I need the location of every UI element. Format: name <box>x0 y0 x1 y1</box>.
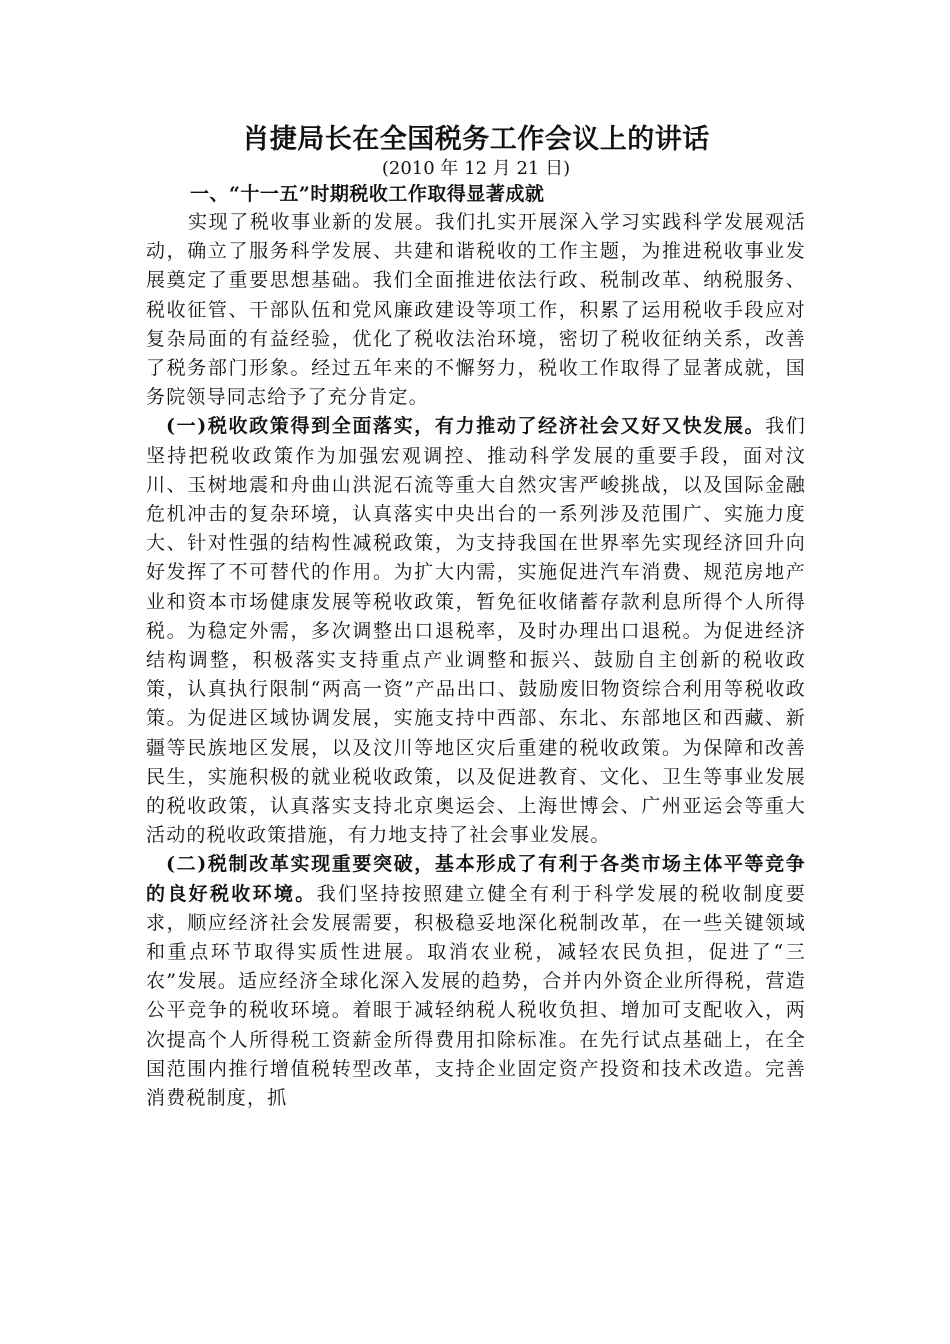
subsection-2-lead: (二)税制改革实现重要突破，基本形成了有利于各类市场主体平等竞争的良好税收环境。 <box>146 853 806 905</box>
speech-title: 肖捷局长在全国税务工作会议上的讲话 <box>242 124 710 155</box>
subsection-1-lead: (一)税收政策得到全面落实，有力推动了经济社会又好又快发展。 <box>166 415 766 438</box>
subsection-1-body: 我们坚持把税收政策作为加强宏观调控、推动科学发展的重要手段，面对汶川、玉树地震和舟曲山洪泥石流等重大自然灾害严峻挑战，以及国际金融危机冲击的复杂环境，认真落实中央出台的一系列涉及范围广、实施力度大、针对性强的结构性减税政策，为支持我国在世界率先实现经济回升向好发挥了不可替代的作用。为扩大内需，实施促进汽车消费、规范房地产业和资本市场健康发展等税收政策，暂免征收储蓄存款利息所得个人所得税。为稳定外需，多次调整出口退税率，及时办理出口退税。为促进经济结构调整，积极落实支持重点产业调整和振兴、鼓励自主创新的税收政策，认真执行限制“两高一资”产品出口、鼓励废旧物资综合利用等税收政策。为促进区域协调发展，实施支持中西部、东北、东部地区和西藏、新疆等民族地区发展，以及汶川等地区灾后重建的税收政策。为保障和改善民生，实施积极的就业税收政策，以及促进教育、文化、卫生等事业发展的税收政策，认真落实支持北京奥运会、上海世博会、广州亚运会等重大活动的税收政策措施，有力地支持了社会事业发展。 <box>146 415 806 847</box>
speech-date: (2010 年 12 月 21 日) <box>381 158 571 179</box>
intro-paragraph: 实现了税收事业新的发展。我们扎实开展深入学习实践科学发展观活动，确立了服务科学发展、共建和谐税收的工作主题，为推进税收事业发展奠定了重要思想基础。我们全面推进依法行政、税制改革、纳税服务、税收征管、干部队伍和党风廉政建设等项工作，积累了运用税收手段应对复杂局面的有益经验，优化了税收法治环境，密切了税收征纳关系，改善了税务部门形象。经过五年来的不懈努力，税收工作取得了显著成就，国务院领导同志给予了充分肯定。 <box>146 211 806 409</box>
document-page <box>146 122 806 1113</box>
subsection-2-body: 我们坚持按照建立健全有利于科学发展的税收制度要求，顺应经济社会发展需要，积极稳妥地深化税制改革，在一些关键领域和重点环节取得实质性进展。取消农业税，减轻农民负担，促进了“三农”发展。适应经济全球化深入发展的趋势，合并内外资企业所得税，营造公平竞争的税收环境。着眼于减轻纳税人税收负担、增加可支配收入，两次提高个人所得税工资薪金所得费用扣除标准。在先行试点基础上，在全国范围内推行增值税转型改革，支持企业固定资产投资和技术改造。完善消费税制度，抓 <box>146 882 806 1110</box>
subsection-2-paragraph <box>146 850 806 1113</box>
section-heading-1: 一、“十一五”时期税收工作取得显著成就 <box>190 183 545 205</box>
subsection-1-paragraph <box>146 412 806 850</box>
